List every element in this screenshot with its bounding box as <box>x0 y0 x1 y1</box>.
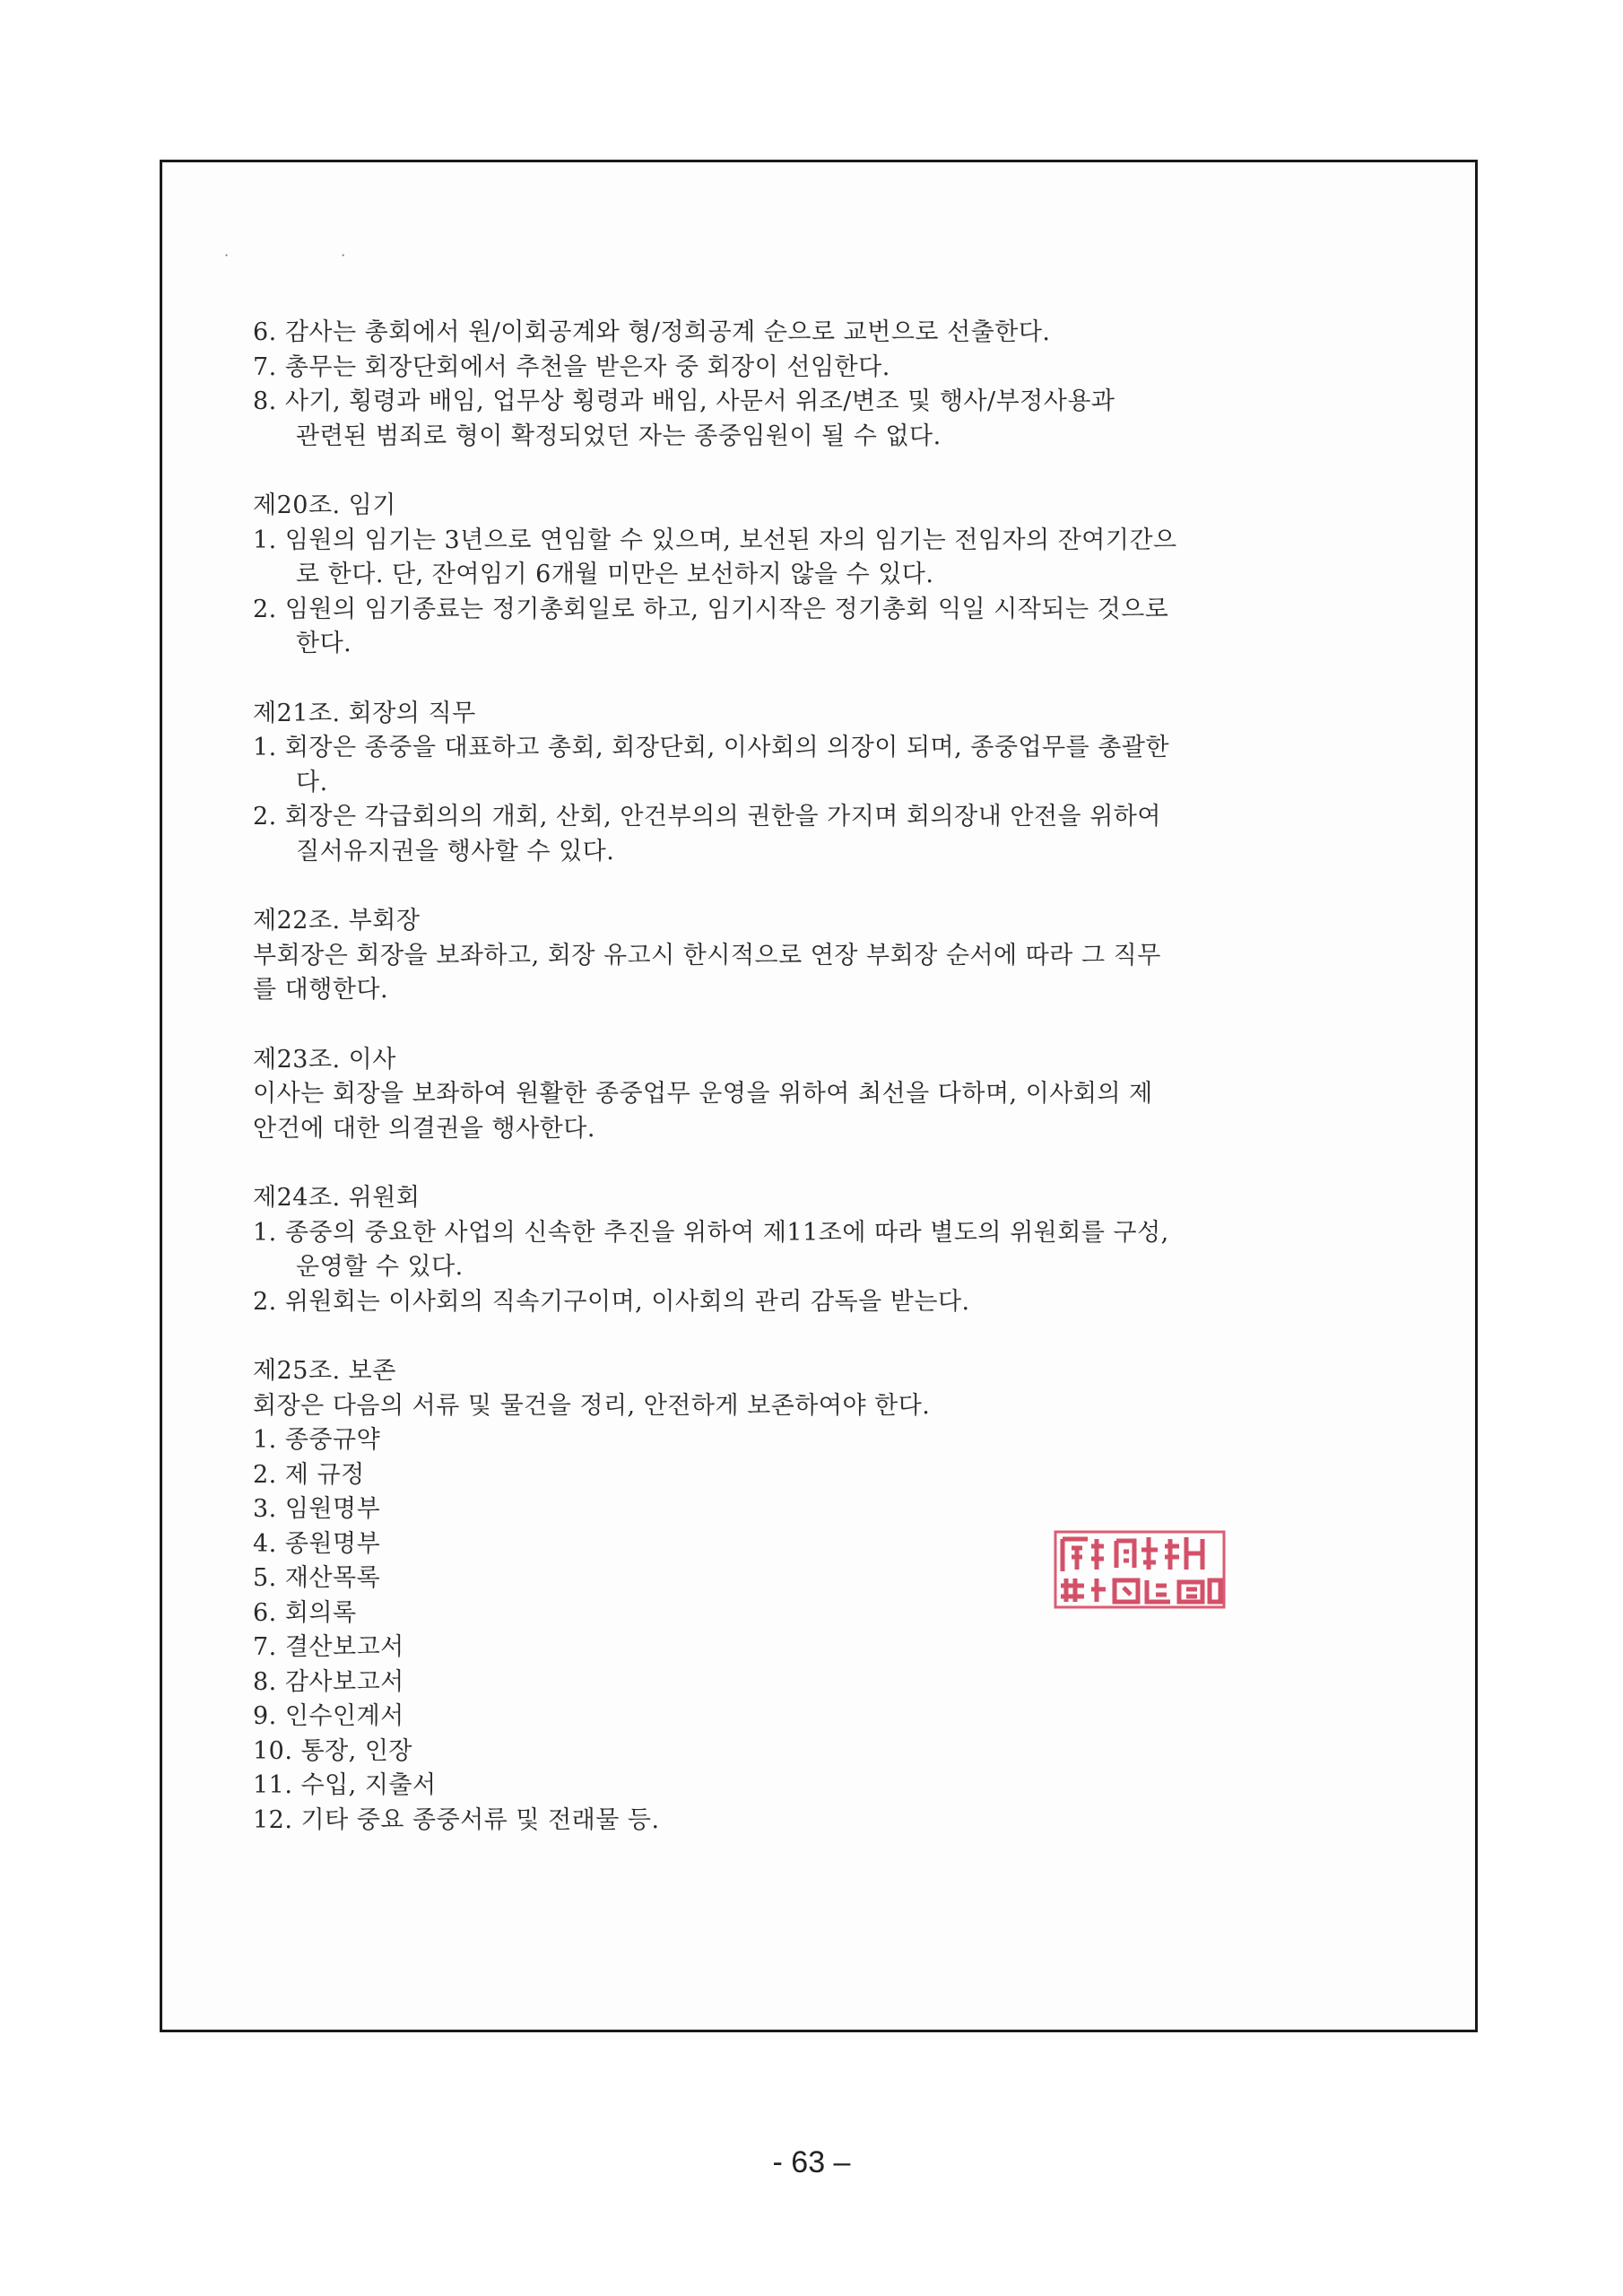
text-line: 2. 위원회는 이사회의 직속기구이며, 이사회의 관리 감독을 받는다. <box>253 1287 970 1316</box>
list-item: 6. 회의록 <box>253 1598 357 1627</box>
list-item: 12. 기타 중요 종중서류 및 전래물 등. <box>253 1805 660 1834</box>
page-number: - 63 – <box>772 2145 851 2179</box>
text-line: 회장은 다음의 서류 및 물건을 정리, 안전하게 보존하여야 한다. <box>253 1391 931 1420</box>
text-line: 로 한다. 단, 잔여임기 6개월 미만은 보선하지 않을 수 있다. <box>296 561 934 588</box>
text-line: 이사는 회장을 보좌하여 원활한 종중업무 운영을 위하여 최선을 다하며, 이사회의 제 <box>253 1080 1153 1108</box>
article-title: 제23조. 이사 <box>253 1045 396 1074</box>
text-line: 2. 회장은 각급회의의 개회, 산회, 안건부의의 권한을 가지며 회의장내 안전을 위하여 <box>253 803 1161 831</box>
text-line: 다. <box>296 768 328 796</box>
text-line: 7. 총무는 회장단회에서 추천을 받은자 중 회장이 선임한다. <box>253 352 890 381</box>
list-item: 10. 통장, 인장 <box>253 1736 413 1765</box>
article-title: 제21조. 회장의 직무 <box>253 699 476 727</box>
text-line: 질서유지권을 행사할 수 있다. <box>296 837 615 865</box>
text-line: 를 대행한다. <box>253 976 389 1004</box>
seal-stamp <box>1052 1526 1228 1613</box>
scan-specks: · · <box>224 247 400 264</box>
text-line: 6. 감사는 총회에서 원/이회공계와 형/정희공계 순으로 교번으로 선출한다. <box>253 318 1051 346</box>
article-title: 제25조. 보존 <box>253 1357 396 1385</box>
list-item: 8. 감사보고서 <box>253 1667 404 1696</box>
text-line: 운영할 수 있다. <box>296 1253 464 1281</box>
text-line: 안건에 대한 의결권을 행사한다. <box>253 1114 595 1143</box>
list-item: 9. 인수인계서 <box>253 1702 404 1730</box>
text-line: 한다. <box>296 630 352 657</box>
list-item: 7. 결산보고서 <box>253 1633 404 1661</box>
text-line: 1. 회장은 종중을 대표하고 총회, 회장단회, 이사회의 의장이 되며, 종중업무를 총괄한 <box>253 734 1170 761</box>
article-title: 제24조. 위원회 <box>253 1184 421 1212</box>
text-line: 관련된 범죄로 형이 확정되었던 자는 종중임원이 될 수 없다. <box>296 422 942 450</box>
article-title: 제20조. 임기 <box>253 491 396 519</box>
list-item: 2. 제 규정 <box>253 1460 365 1489</box>
text-line: 8. 사기, 횡령과 배임, 업무상 횡령과 배임, 사문서 위조/변조 및 행사/부정사용과 <box>253 387 1115 415</box>
list-item: 11. 수입, 지출서 <box>253 1771 437 1799</box>
text-line: 부회장은 회장을 보좌하고, 회장 유고시 한시적으로 연장 부회장 순서에 따라 그 직무 <box>253 941 1161 970</box>
text-line: 1. 임원의 임기는 3년으로 연임할 수 있으며, 보선된 자의 임기는 전임자의 잔여기간으 <box>253 526 1177 554</box>
article-title: 제22조. 부회장 <box>253 907 421 935</box>
text-line: 1. 종중의 중요한 사업의 신속한 추진을 위하여 제11조에 따라 별도의 위원회를 구성, <box>253 1218 1169 1247</box>
list-item: 5. 재산목록 <box>253 1564 381 1592</box>
list-item: 1. 종중규약 <box>253 1426 381 1454</box>
text-line: 2. 임원의 임기종료는 정기총회일로 하고, 임기시작은 정기총회 익일 시작되는 것으로 <box>253 595 1169 623</box>
list-item: 4. 종원명부 <box>253 1529 381 1558</box>
list-item: 3. 임원명부 <box>253 1495 381 1523</box>
